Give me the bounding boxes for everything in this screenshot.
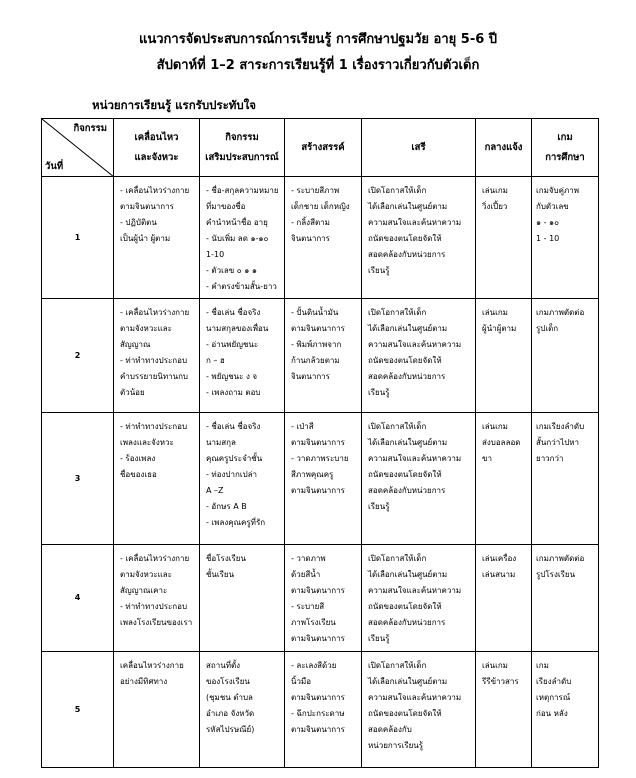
corner-activity-label: กิจกรรม <box>73 123 107 134</box>
table-cell <box>200 545 285 652</box>
cell-text: เปิดโอกาสให้เด็ก ได้เลือกเล่นในศูนย์ตาม ความสนใจและค้นหาความ ถนัดของตนโดยจัดให้ สอดคล้องกับหน่วยการ เรียนรู้ <box>368 186 462 275</box>
table-cell <box>362 299 476 413</box>
cell-text: เปิดโอกาสให้เด็ก ได้เลือกเล่นในศูนย์ตาม ความสนใจและค้นหาความ ถนัดของตนโดยจัดให้ สอดคล้องกับ หน่วยการเรียนรู้ <box>368 661 462 750</box>
header-label: สร้างสรรค์ <box>301 141 345 153</box>
table-cell <box>532 299 599 413</box>
table-cell <box>114 299 200 413</box>
table-cell <box>285 413 362 545</box>
table-cell <box>476 652 532 768</box>
table-row <box>42 545 599 652</box>
cell-text: - ระบายสีภาพ เด็กชาย เด็กหญิง - กลิ้งสีตาม จินตนาการ <box>291 186 350 243</box>
table-cell <box>532 177 599 299</box>
header-label: เกม การศึกษา <box>545 131 585 163</box>
day-number: 4 <box>42 545 114 652</box>
cell-text: เกมภาพตัดต่อ รูปเด็ก <box>536 308 585 333</box>
table-cell <box>114 177 200 299</box>
corner-day-label: วันที่ <box>45 161 64 172</box>
header-movement <box>114 119 200 177</box>
table-cell <box>362 177 476 299</box>
table-cell <box>114 652 200 768</box>
table-cell <box>114 545 200 652</box>
cell-text: เกมภาพตัดต่อ รูปโรงเรียน <box>536 554 585 579</box>
cell-text: เล่นเกม รีรีข้าวสาร <box>482 661 519 686</box>
cell-text: เปิดโอกาสให้เด็ก ได้เลือกเล่นในศูนย์ตาม ความสนใจและค้นหาความ ถนัดของตนโดยจัดให้ สอดคล้องกับหน่วยการ เรียนรู้ <box>368 308 462 397</box>
table-cell <box>476 545 532 652</box>
table-row <box>42 299 599 413</box>
header-label: เคลื่อนไหว และจังหวะ <box>134 131 179 163</box>
table-cell <box>476 299 532 413</box>
document-title-line1: แนวการจัดประสบการณ์การเรียนรู้ การศึกษาปฐมวัย อายุ 5-6 ปี <box>138 32 498 47</box>
table-cell <box>200 299 285 413</box>
cell-text: - เคลื่อนไหวร่างกาย ตามจังหวะและ สัญญาณเคาะ - ท่าทำทางประกอบ เพลงโรงเรียนของเรา <box>120 554 193 627</box>
header-creative <box>285 119 362 177</box>
cell-text: เล่นเครื่อง เล่นสนาม <box>482 554 517 579</box>
table-cell <box>476 413 532 545</box>
cell-text: สถานที่ตั้ง ของโรงเรียน (ชุมชน ตำบล อำเภอ จังหวัด รหัสไปรษณีย์) <box>206 661 255 734</box>
header-outdoor <box>476 119 532 177</box>
table-cell <box>200 177 285 299</box>
header-label: เสรี <box>411 141 426 153</box>
day-number: 5 <box>42 652 114 768</box>
cell-text: ชื่อโรงเรียน ชั้นเรียน <box>206 554 246 579</box>
cell-text: เปิดโอกาสให้เด็ก ได้เลือกเล่นในศูนย์ตาม ความสนใจและค้นหาความ ถนัดของตนโดยจัดให้ สอดคล้องกับหน่วยการ เรียนรู้ <box>368 554 462 643</box>
cell-text: เคลื่อนไหวร่างกาย อย่างมีทิศทาง <box>120 661 184 686</box>
document-title-line2: สัปดาห์ที่ 1–2 สาระการเรียนรู้ที่ 1 เรื่องราวเกี่ยวกับตัวเด็ก <box>156 58 480 73</box>
table-row <box>42 652 599 768</box>
table-cell <box>532 652 599 768</box>
corner-header-cell <box>42 119 114 177</box>
table-cell <box>476 177 532 299</box>
cell-text: เล่นเกม ผู้นำผู้ตาม <box>482 308 517 333</box>
header-enrichment <box>200 119 285 177</box>
table-cell <box>200 413 285 545</box>
table-cell <box>285 299 362 413</box>
cell-text: - ปั้นดินน้ำมัน ตามจินตนาการ - พิมพ์ภาพจาก ก้านกล้วยตาม จินตนาการ <box>291 308 345 381</box>
cell-text: เกม เรียงลำดับ เหตุการณ์ ก่อน หลัง <box>536 661 572 718</box>
table-row <box>42 413 599 545</box>
cell-text: - ท่าทำทางประกอบ เพลงและจังหวะ - ร้องเพลง ชื่อของเธอ <box>120 422 188 479</box>
table-cell <box>532 545 599 652</box>
cell-text: เกมเรียงลำดับ สั้นกว่าไปหา ยาวกว่า <box>536 422 585 463</box>
cell-text: - วาดภาพ ด้วยสีน้ำ ตามจินตนาการ - ระบายสี ภาพโรงเรียน ตามจินตนาการ <box>291 554 345 643</box>
table-cell <box>114 413 200 545</box>
header-label: กลางแจ้ง <box>484 141 523 153</box>
cell-text: - ชื่อ-สกุลความหมาย ที่มาของชื่อ คำนำหน้าชื่อ อายุ - นับเพิ่ม ลด ๑-๑๐ 1-10 - ตัวเลข ๐ ๑ ๑ - คำตรงข้ามสั้น-ยาว <box>206 186 279 291</box>
table-cell <box>532 413 599 545</box>
activity-plan-table <box>41 118 599 768</box>
cell-text: เล่นเกม วิ่งเปี้ยว <box>482 186 508 211</box>
cell-text: เล่นเกม ส่งบอลลอด ขา <box>482 422 521 463</box>
learning-unit-label: หน่วยการเรียนรู้ แรกรับประทับใจ <box>92 98 257 112</box>
cell-text: - เป่าสี ตามจินตนาการ - วาดภาพระบาย สีภาพคุณครู ตามจินตนาการ <box>291 422 349 495</box>
table-cell <box>200 652 285 768</box>
cell-text: - ละเลงสีด้วย นิ้วมือ ตามจินตนาการ - ฉีกปะกระดาษ ตามจินตนาการ <box>291 661 345 734</box>
table-cell <box>362 545 476 652</box>
table-cell <box>362 413 476 545</box>
cell-text: - ชื่อเล่น ชื่อจริง นามสกุลของเพื่อน - อ่านพยัญชนะ ก – ฮ - พยัญชนะ ง จ - เพลงถาม ตอบ <box>206 308 269 397</box>
cell-text: - เคลื่อนไหวร่างกาย ตามจินตนาการ - ปฏิบัติตน เป็นผู้นำ ผู้ตาม <box>120 186 190 243</box>
table-cell <box>285 177 362 299</box>
cell-text: - เคลื่อนไหวร่างกาย ตามจังหวะและ สัญญาณ - ท่าทำทางประกอบ คำบรรยายนิทานกบ ตัวน้อย <box>120 308 190 397</box>
header-educational-game <box>532 119 599 177</box>
table-row <box>42 177 599 299</box>
day-number: 1 <box>42 177 114 299</box>
table-cell <box>362 652 476 768</box>
cell-text: - ชื่อเล่น ชื่อจริง นามสกุล คุณครูประจำชั้น - ท่องปากเปล่า A –Z - อักษร A B - เพลงคุณครูที่รัก <box>206 422 266 527</box>
header-free-play <box>362 119 476 177</box>
table-cell <box>285 652 362 768</box>
table-cell <box>285 545 362 652</box>
cell-text: เปิดโอกาสให้เด็ก ได้เลือกเล่นในศูนย์ตาม ความสนใจและค้นหาความ ถนัดของตนโดยจัดให้ สอดคล้องกับหน่วยการ เรียนรู้ <box>368 422 462 511</box>
cell-text: เกมจับคู่ภาพ กับตัวเลข ๑ - ๑๐ 1 - 10 <box>536 186 580 243</box>
table-header-row <box>42 119 599 177</box>
day-number: 3 <box>42 413 114 545</box>
day-number: 2 <box>42 299 114 413</box>
header-label: กิจกรรม เสริมประสบการณ์ <box>205 131 279 163</box>
